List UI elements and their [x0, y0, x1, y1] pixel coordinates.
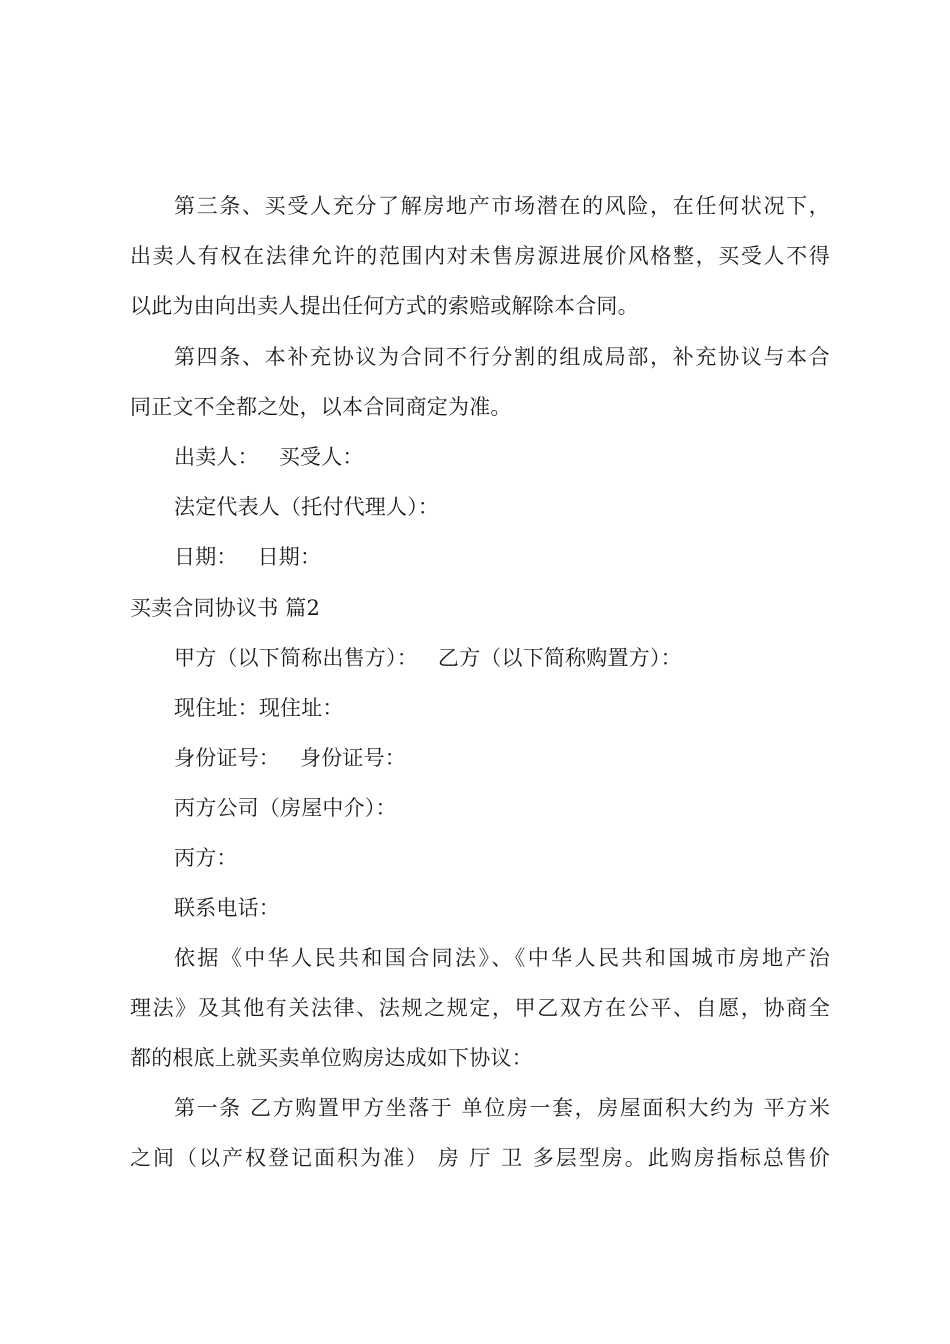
address-line [174, 693, 344, 723]
article3-line2: 出卖人有权在法律允许的范围内对未售房源进展价风格整，买受人不得 [130, 244, 830, 268]
article4-line2: 同正文不全都之处，以本合同商定为准。 [130, 395, 512, 419]
id-line [174, 743, 406, 773]
signature-seller-buyer [174, 442, 364, 472]
article1-line1: 第一条 乙方购置甲方坐落于 单位房一套，房屋面积大约为 平方米 [174, 1096, 830, 1120]
address-b-label: 现住址： [258, 696, 344, 720]
article4-line1: 第四条、本补充协议为合同不行分割的组成局部，补充协议与本合 [174, 345, 830, 369]
article1-line2: 之间（以产权登记面积为准） 房 厅 卫 多层型房。此购房指标总售价 [130, 1146, 830, 1170]
party-a-label: 甲方（以下简称出售方）： [174, 646, 418, 670]
article3-line3: 以此为由向出卖人提出任何方式的索赔或解除本合同。 [130, 294, 639, 318]
party-c-company-label: 丙方公司（房屋中介）： [174, 796, 397, 820]
preamble-line1: 依据《中华人民共和国合同法》、《中华人民共和国城市房地产治 [174, 946, 830, 970]
preamble-line2: 理法》及其他有关法律、法规之规定，甲乙双方在公平、自愿，协商全 [130, 996, 830, 1020]
legal-rep-label: 法定代表人（托付代理人）： [174, 495, 440, 519]
section-title: 买卖合同协议书 篇2 [130, 596, 321, 620]
article3-line1: 第三条、买受人充分了解房地产市场潜在的风险，在任何状况下， [174, 194, 830, 218]
id-a-label: 身份证号： [174, 746, 280, 770]
phone-label: 联系电话： [174, 896, 280, 920]
party-b-label: 乙方（以下简称购置方）： [437, 646, 682, 670]
preamble-line3: 都的根底上就买卖单位购房达成如下协议： [130, 1046, 533, 1070]
id-b-label: 身份证号： [300, 746, 406, 770]
date-label-1: 日期： [174, 545, 238, 569]
signature-dates [174, 542, 321, 572]
address-a-label: 现住址： [174, 696, 259, 720]
parties-line [174, 643, 682, 673]
party-c-label: 丙方： [174, 846, 238, 870]
date-label-2: 日期： [257, 545, 322, 569]
buyer-label: 买受人： [278, 445, 364, 469]
seller-label: 出卖人： [174, 445, 259, 469]
